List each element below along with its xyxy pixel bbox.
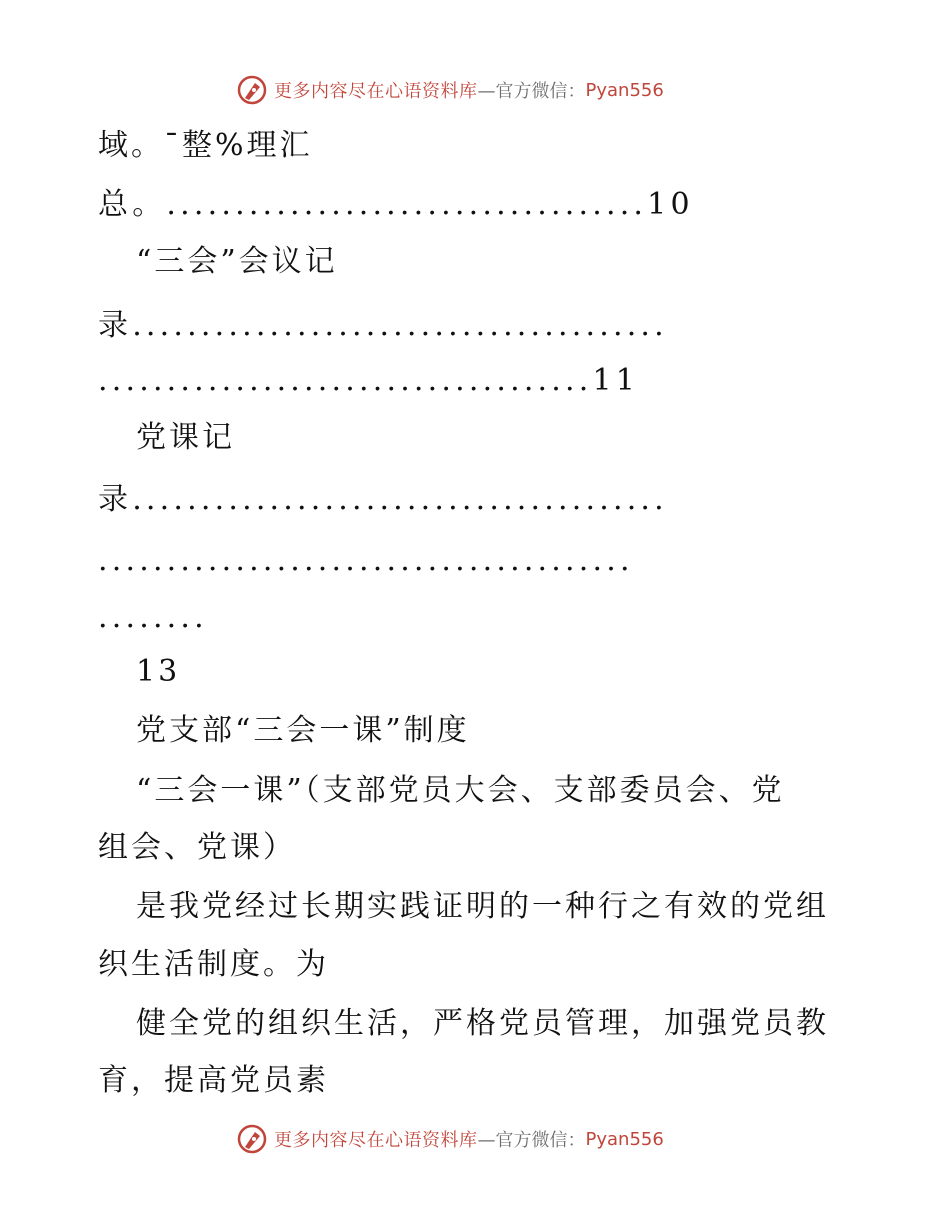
- body-line-6: 育，提高党员素: [98, 1063, 329, 1098]
- pen-nib-logo-icon: [236, 1123, 268, 1155]
- watermark-wechat-id: Pyan556: [585, 1128, 664, 1150]
- watermark-text: 更多内容尽在心语资料库: [274, 81, 478, 102]
- body-line-5: 健全党的组织生活，严格党员管理，加强党员教: [136, 1006, 829, 1041]
- watermark-text: 更多内容尽在心语资料库: [274, 1130, 478, 1151]
- watermark-label: —官方微信：: [477, 81, 586, 102]
- toc-line-9: ........: [98, 600, 208, 635]
- toc-line-3: “三会”会议记: [136, 244, 338, 279]
- toc-line-8: .......................................: [98, 543, 634, 578]
- body-line-2: 组会、党课）: [98, 830, 296, 865]
- section-title: 党支部“三会一课”制度: [136, 713, 470, 748]
- toc-line-2: 总。...................................10: [98, 187, 694, 222]
- toc-page-number: 13: [136, 654, 181, 689]
- body-line-3: 是我党经过长期实践证明的一种行之有效的党组: [136, 889, 829, 924]
- toc-line-1: 域。¯整%理汇: [98, 128, 313, 163]
- toc-line-7: 录.......................................: [98, 482, 668, 517]
- toc-line-4: 录.......................................: [98, 308, 668, 343]
- pen-nib-logo-icon: [236, 74, 268, 106]
- header-watermark: [236, 72, 664, 108]
- watermark-wechat-id: Pyan556: [585, 79, 664, 101]
- toc-line-5: ....................................11: [98, 363, 640, 398]
- watermark-label: —官方微信：: [477, 1130, 586, 1151]
- toc-line-6: 党课记: [136, 420, 235, 455]
- footer-watermark: [236, 1121, 664, 1157]
- body-line-1: “三会一课”（支部党员大会、支部委员会、党: [136, 773, 785, 808]
- body-line-4: 织生活制度。为: [98, 947, 329, 982]
